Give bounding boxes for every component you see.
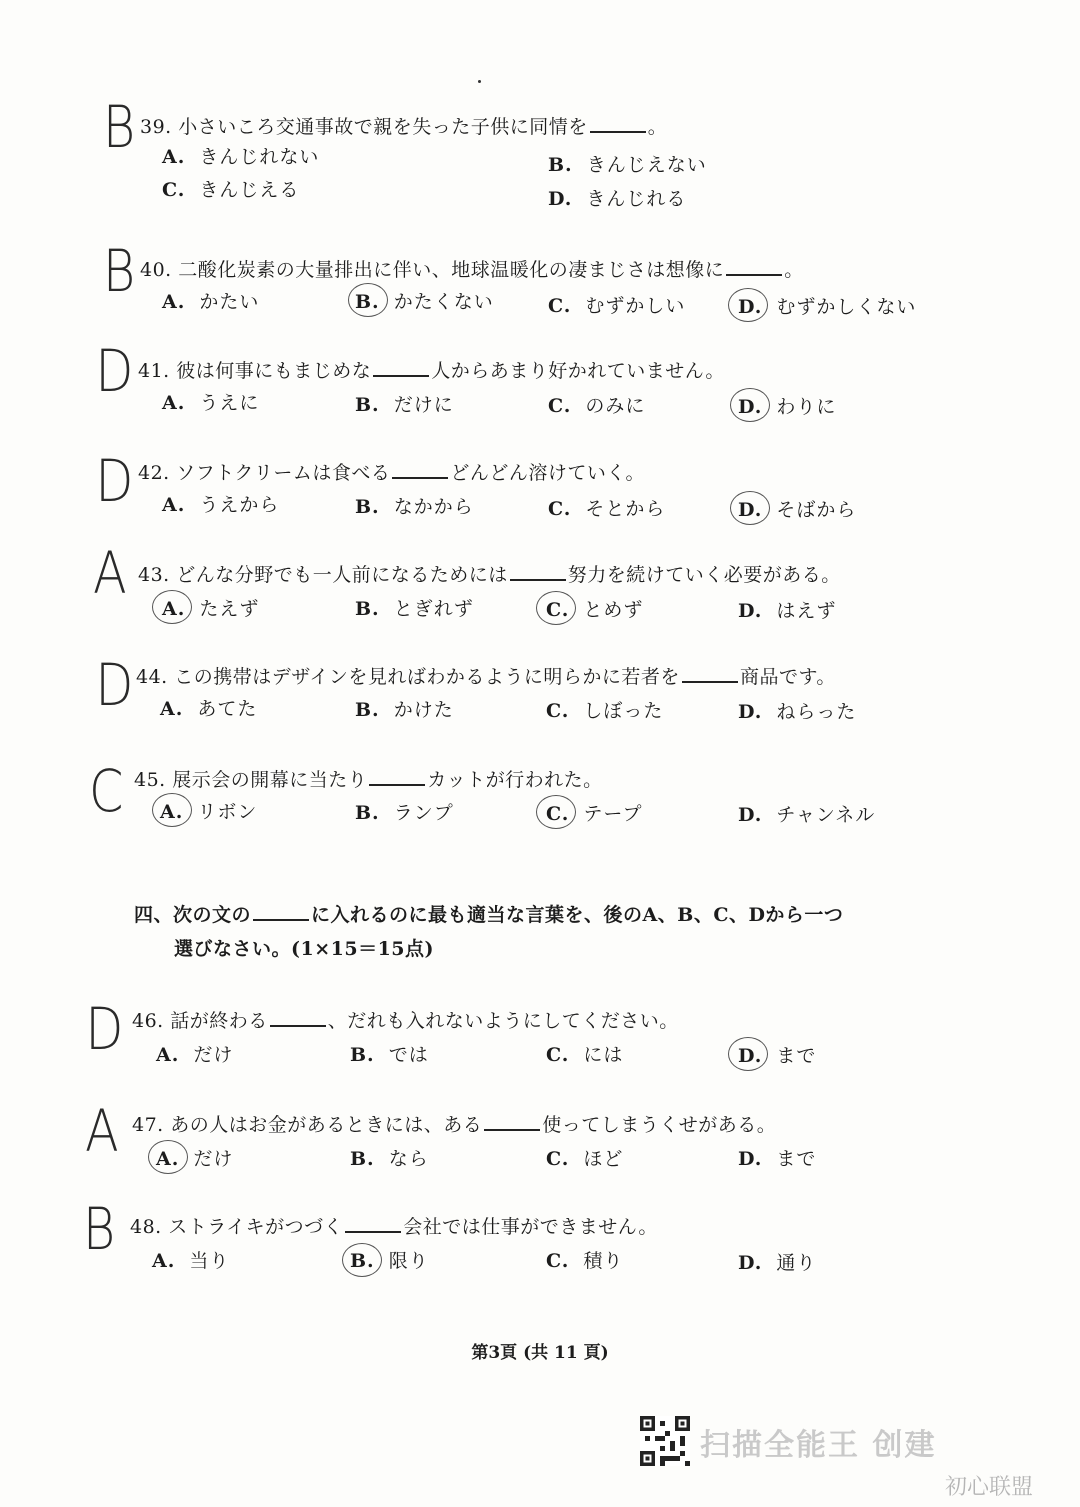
- q45-option-a: A. リボン: [160, 801, 258, 823]
- qr-code-icon: [640, 1416, 690, 1466]
- q46-option-b: B. では: [350, 1044, 429, 1066]
- q46-option-c: C. には: [546, 1044, 624, 1066]
- q44-option-d: D. ねらった: [738, 701, 857, 723]
- handwritten-answer-41: D: [95, 337, 134, 405]
- scan-speck: [478, 80, 481, 83]
- question-45-stem: 45. 展示会の開幕に当たり カットが行われた。: [134, 769, 603, 791]
- q43-option-c: C. とめず: [546, 599, 644, 621]
- handwritten-answer-45: C: [89, 757, 124, 825]
- handwritten-answer-40: B: [102, 237, 136, 305]
- q43-option-a: A. たえず: [162, 598, 260, 620]
- question-47-stem: 47. あの人はお金があるときには、ある 使ってしまうくせがある。: [132, 1114, 777, 1136]
- q44-option-b: B. かけた: [355, 699, 454, 721]
- handwritten-answer-46: D: [85, 995, 124, 1063]
- handwritten-answer-39: B: [102, 93, 136, 161]
- q39-option-b: B. きんじえない: [548, 154, 707, 176]
- handwritten-answer-43: A: [92, 539, 127, 607]
- q48-option-d: D. 通り: [738, 1252, 817, 1274]
- handwritten-answer-44: D: [95, 651, 134, 719]
- q41-option-a: A. うえに: [162, 392, 260, 414]
- q43-option-d: D. はえず: [738, 600, 837, 622]
- q45-option-b: B. ランプ: [355, 802, 454, 824]
- q45-option-d: D. チャンネル: [738, 804, 876, 826]
- q41-option-b: B. だけに: [355, 394, 454, 416]
- handwritten-answer-48: B: [82, 1195, 116, 1263]
- q39-option-d: D. きんじれる: [548, 188, 687, 210]
- page-number: 第3頁 (共 11 頁): [471, 1343, 609, 1363]
- handwritten-answer-42: D: [95, 447, 134, 515]
- q46-option-a: A. だけ: [156, 1044, 234, 1066]
- q48-option-c: C. 積り: [546, 1250, 624, 1272]
- q42-option-d: D. そばから: [738, 499, 857, 521]
- q47-option-d: D. まで: [738, 1148, 817, 1170]
- q42-option-c: C. そとから: [548, 498, 666, 520]
- question-41-stem: 41. 彼は何事にもまじめな 人からあまり好かれていません。: [138, 360, 725, 382]
- q48-option-b: B. 限り: [350, 1250, 429, 1272]
- q46-option-d: D. まで: [738, 1045, 817, 1067]
- q40-option-c: C. むずかしい: [548, 295, 686, 317]
- q48-option-a: A. 当り: [152, 1250, 230, 1272]
- question-42-stem: 42. ソフトクリームは食べる どんどん溶けていく。: [138, 462, 646, 484]
- q40-option-a: A. かたい: [162, 291, 260, 313]
- question-39-stem: 39. 小さいころ交通事故で親を失った子供に同情を 。: [140, 116, 668, 138]
- q43-option-b: B. とぎれず: [355, 598, 474, 620]
- question-43-stem: 43. どんな分野でも一人前になるためには 努力を続けていく必要がある。: [138, 564, 841, 586]
- q42-option-a: A. うえから: [162, 494, 280, 516]
- question-48-stem: 48. ストライキがつづく 会社では仕事ができません。: [130, 1216, 658, 1238]
- q39-option-a: A. きんじれない: [162, 146, 320, 168]
- q39-option-c: C. きんじえる: [162, 179, 300, 201]
- section-4-heading: 四、次の文の に入れるのに最も適当な言葉を、後のA、B、C、Dから一つ 選びなさい。(1×15＝15点): [134, 904, 844, 960]
- q45-option-c: C. テープ: [546, 803, 643, 825]
- q40-option-b: B. かたくない: [355, 291, 494, 313]
- q47-option-c: C. ほど: [546, 1148, 624, 1170]
- question-46-stem: 46. 話が終わる 、だれも入れないようにしてください。: [132, 1010, 679, 1032]
- q41-option-d: D. わりに: [738, 396, 837, 418]
- q42-option-b: B. なかから: [355, 496, 474, 518]
- q40-option-d: D. むずかしくない: [738, 296, 917, 318]
- question-40-stem: 40. 二酸化炭素の大量排出に伴い、地球温暖化の凄まじさは想像に 。: [140, 259, 804, 281]
- question-44-stem: 44. この携帯はデザインを見ればわかるように明らかに若者を 商品です。: [136, 666, 836, 688]
- q47-option-b: B. なら: [350, 1148, 429, 1170]
- scanner-brand-text: 扫描全能王 创建: [700, 1428, 937, 1463]
- handwritten-answer-47: A: [84, 1097, 119, 1165]
- q44-option-c: C. しぼった: [546, 700, 664, 722]
- q44-option-a: A. あてた: [160, 698, 258, 720]
- q41-option-c: C. のみに: [548, 395, 646, 417]
- q47-option-a: A. だけ: [156, 1148, 234, 1170]
- watermark: 初心联盟: [945, 1475, 1034, 1500]
